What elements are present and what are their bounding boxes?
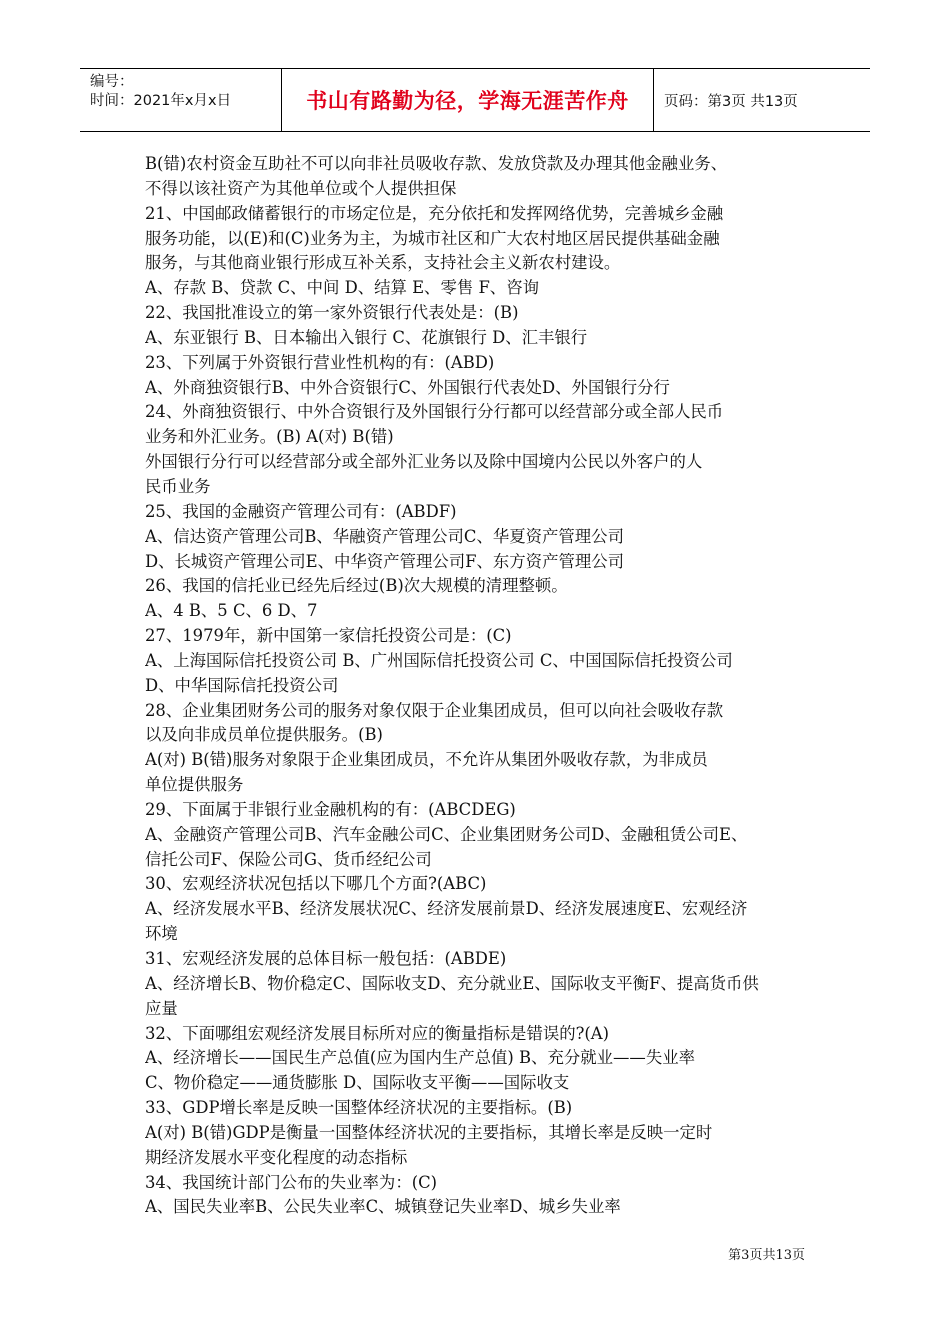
page-footer: 第3页共13页 xyxy=(728,1248,805,1263)
text-line: 25、我国的金融资产管理公司有：(ABDF) xyxy=(145,501,457,521)
text-line: A、经济发展水平B、经济发展状况C、经济发展前景D、经济发展速度E、宏观经济 xyxy=(145,899,748,919)
header-motto-cell xyxy=(282,69,654,131)
text-line: 30、宏观经济状况包括以下哪几个方面?(ABC) xyxy=(145,874,487,894)
text-line: 民币业务 xyxy=(145,476,211,496)
text-line: A、信达资产管理公司B、华融资产管理公司C、华夏资产管理公司 xyxy=(145,526,624,546)
text-line: A、外商独资银行B、中外合资银行C、外国银行代表处D、外国银行分行 xyxy=(145,377,670,397)
page-header xyxy=(80,68,870,132)
text-line: 期经济发展水平变化程度的动态指标 xyxy=(145,1147,408,1167)
document-date: 时间：2021年x月x日 xyxy=(90,93,232,109)
text-line: A、经济增长——国民生产总值(应为国内生产总值) B、充分就业——失业率 xyxy=(145,1048,695,1068)
text-line: 27、1979年，新中国第一家信托投资公司是：(C) xyxy=(145,626,512,646)
text-line: A、4 B、5 C、6 D、7 xyxy=(145,601,318,621)
text-line: 28、企业集团财务公司的服务对象仅限于企业集团成员，但可以向社会吸收存款 xyxy=(145,700,724,720)
header-page-cell xyxy=(654,69,870,131)
text-line: 21、中国邮政储蓄银行的市场定位是，充分依托和发挥网络优势，完善城乡金融 xyxy=(145,203,724,223)
text-line: 服务，与其他商业银行形成互补关系，支持社会主义新农村建设。 xyxy=(145,253,621,273)
text-line: 23、下列属于外资银行营业性机构的有：(ABD) xyxy=(145,352,495,372)
text-line: B(错)农村资金互助社不可以向非社员吸收存款、发放贷款及办理其他金融业务、 xyxy=(145,154,728,173)
text-line: A(对) B(错)GDP是衡量一国整体经济状况的主要指标，其增长率是反映一定时 xyxy=(145,1122,713,1142)
text-line: 外国银行分行可以经营部分或全部外汇业务以及除中国境内公民以外客户的人 xyxy=(145,452,703,472)
text-line: D、中华国际信托投资公司 xyxy=(145,675,339,695)
text-line: A、金融资产管理公司B、汽车金融公司C、企业集团财务公司D、金融租赁公司E、 xyxy=(145,824,748,844)
text-line: 33、GDP增长率是反映一国整体经济状况的主要指标。(B) xyxy=(145,1098,573,1118)
text-line: 应量 xyxy=(145,998,178,1018)
text-line: A、上海国际信托投资公司 B、广州国际信托投资公司 C、中国国际信托投资公司 xyxy=(145,650,733,670)
text-line: A、东亚银行 B、日本输出入银行 C、花旗银行 D、汇丰银行 xyxy=(145,327,588,347)
document-number: 编号： xyxy=(90,74,134,90)
text-line: A、存款 B、贷款 C、中间 D、结算 E、零售 F、咨询 xyxy=(145,278,539,298)
text-line: 单位提供服务 xyxy=(145,775,244,795)
text-line: 34、我国统计部门公布的失业率为：(C) xyxy=(145,1172,438,1192)
text-line: 服务功能，以(E)和(C)业务为主，为城市社区和广大农村地区居民提供基础金融 xyxy=(145,228,720,248)
text-line: 信托公司F、保险公司G、货币经纪公司 xyxy=(145,849,432,869)
text-line: 29、下面属于非银行业金融机构的有：(ABCDEG) xyxy=(145,799,516,819)
text-line: 32、下面哪组宏观经济发展目标所对应的衡量指标是错误的?(A) xyxy=(145,1023,610,1043)
text-line: A、经济增长B、物价稳定C、国际收支D、充分就业E、国际收支平衡F、提高货币供 xyxy=(145,973,759,993)
text-line: 24、外商独资银行、中外合资银行及外国银行分行都可以经营部分或全部人民币 xyxy=(145,402,724,422)
text-line: A(对) B(错)服务对象限于企业集团成员，不允许从集团外吸收存款，为非成员 xyxy=(145,750,708,770)
text-line: A、国民失业率B、公民失业率C、城镇登记失业率D、城乡失业率 xyxy=(145,1197,621,1217)
header-meta xyxy=(80,69,282,131)
text-line: 31、宏观经济发展的总体目标一般包括：(ABDE) xyxy=(145,949,507,968)
text-line: 以及向非成员单位提供服务。(B) xyxy=(145,725,383,745)
text-line: D、长城资产管理公司E、中华资产管理公司F、东方资产管理公司 xyxy=(145,551,625,571)
header-page-number: 页码：第3页 共13页 xyxy=(664,93,798,110)
text-line: 业务和外汇业务。(B) A(对) B(错) xyxy=(145,427,394,447)
text-line: 不得以该社资产为其他单位或个人提供担保 xyxy=(145,178,457,198)
text-line: C、物价稳定——通货膨胀 D、国际收支平衡——国际收支 xyxy=(145,1073,570,1093)
text-line: 22、我国批准设立的第一家外资银行代表处是：(B) xyxy=(145,303,519,323)
header-motto: 书山有路勤为径，学海无涯苦作舟 xyxy=(306,89,629,113)
text-line: 环境 xyxy=(145,924,178,944)
document-body xyxy=(145,152,815,1220)
text-line: 26、我国的信托业已经先后经过(B)次大规模的清理整顿。 xyxy=(145,576,568,596)
